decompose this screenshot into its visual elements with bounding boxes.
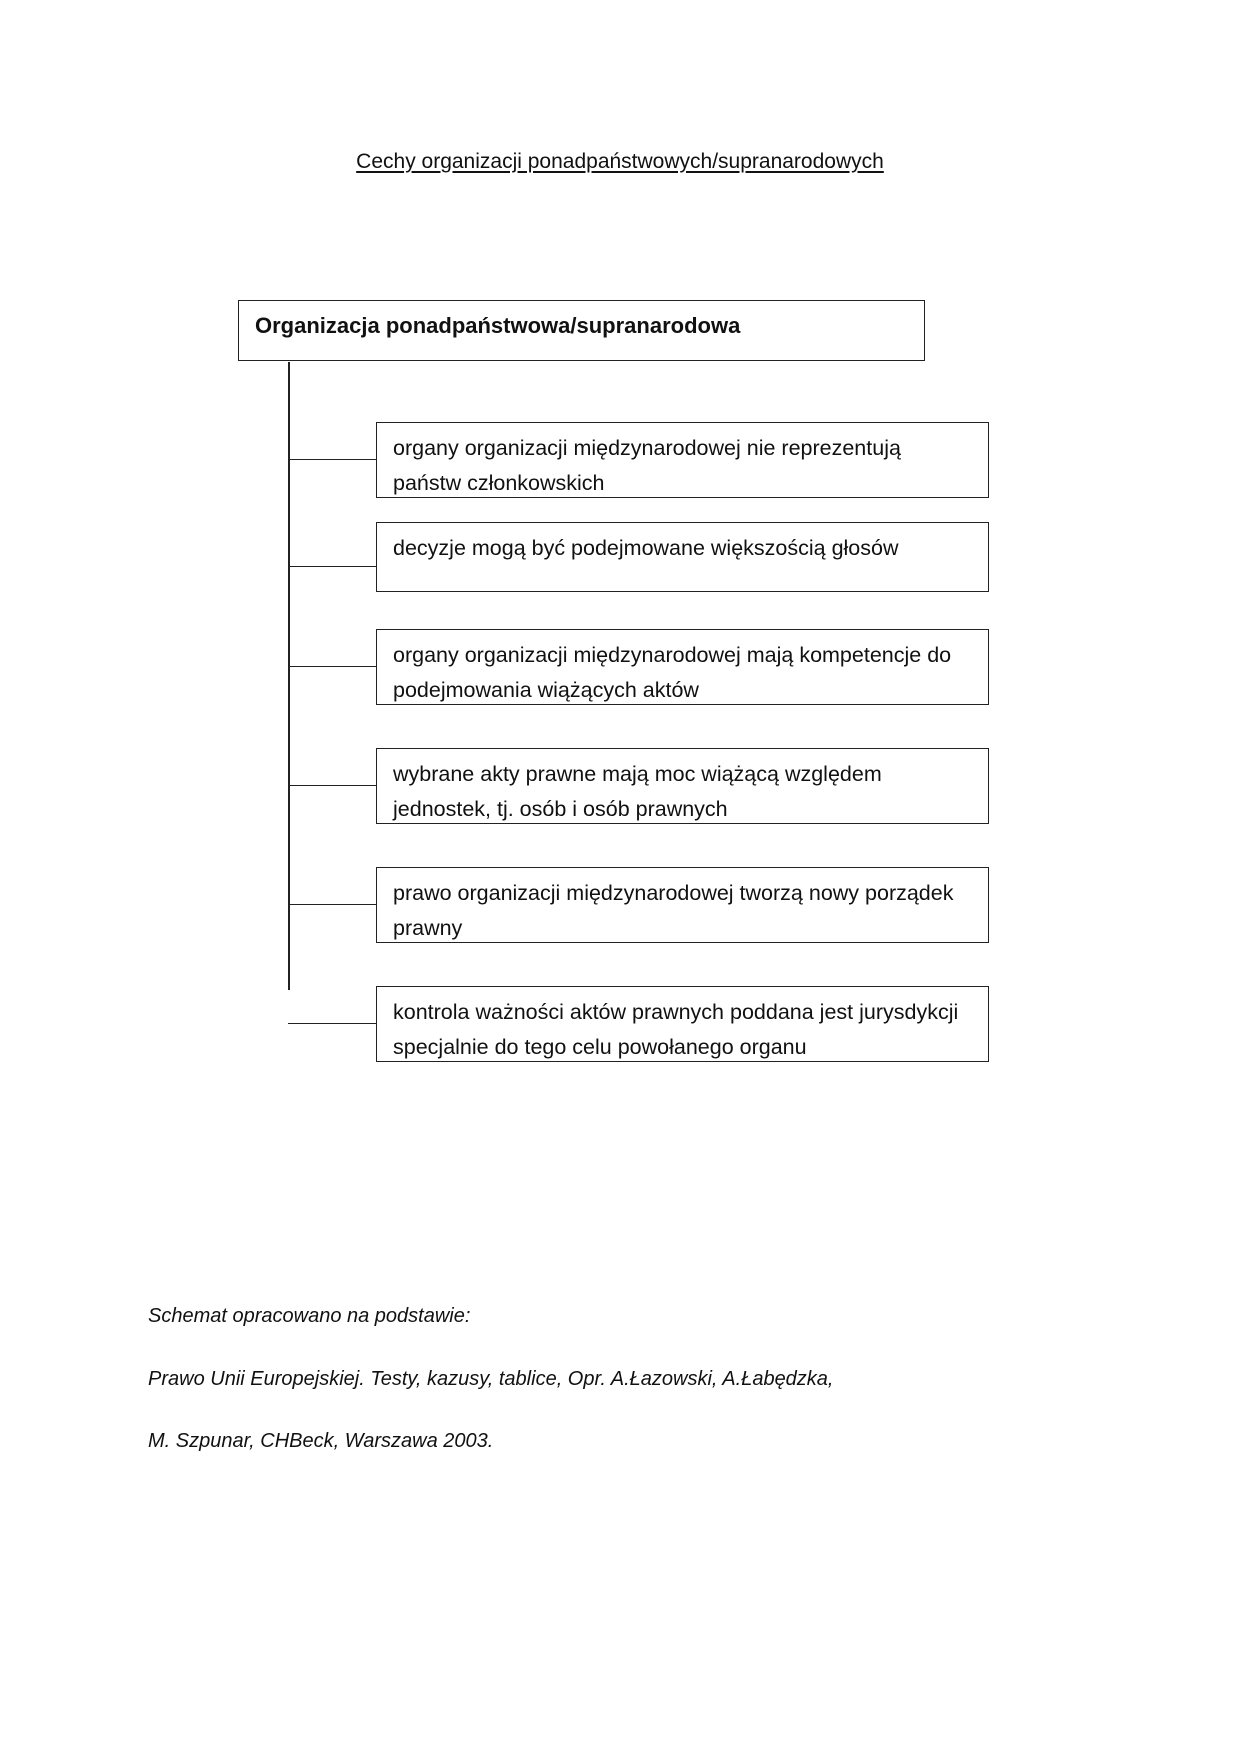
feature-node-2: decyzje mogą być podejmowane większością głosów bbox=[376, 522, 989, 592]
source-label: Schemat opracowano na podstawie: bbox=[148, 1305, 471, 1327]
feature-node-4: wybrane akty prawne mają moc wiążącą względem jednostek, tj. osób i osób prawnych bbox=[376, 748, 989, 824]
connector-line-4 bbox=[288, 785, 376, 786]
connector-line-3 bbox=[288, 666, 376, 667]
feature-node-3: organy organizacji międzynarodowej mają kompetencje do podejmowania wiążących aktów bbox=[376, 629, 989, 705]
connector-line-1 bbox=[288, 459, 376, 460]
feature-node-5: prawo organizacji międzynarodowej tworzą nowy porządek prawny bbox=[376, 867, 989, 943]
feature-node-1: organy organizacji międzynarodowej nie reprezentują państw członkowskich bbox=[376, 422, 989, 498]
source-citation-line-1: Prawo Unii Europejskiej. Testy, kazusy, tablice, Opr. A.Łazowski, A.Łabędzka, bbox=[148, 1368, 834, 1390]
source-citation-line-2: M. Szpunar, CHBeck, Warszawa 2003. bbox=[148, 1430, 494, 1452]
root-node: Organizacja ponadpaństwowa/supranarodowa bbox=[238, 300, 925, 361]
connector-line-5 bbox=[288, 904, 376, 905]
tree-trunk-line bbox=[288, 362, 290, 990]
connector-line-6 bbox=[288, 1023, 376, 1024]
feature-node-6: kontrola ważności aktów prawnych poddana jest jurysdykcji specjalnie do tego celu powołanego organu bbox=[376, 986, 989, 1062]
page-title: Cechy organizacji ponadpaństwowych/supranarodowych bbox=[356, 150, 884, 173]
connector-line-2 bbox=[288, 566, 376, 567]
